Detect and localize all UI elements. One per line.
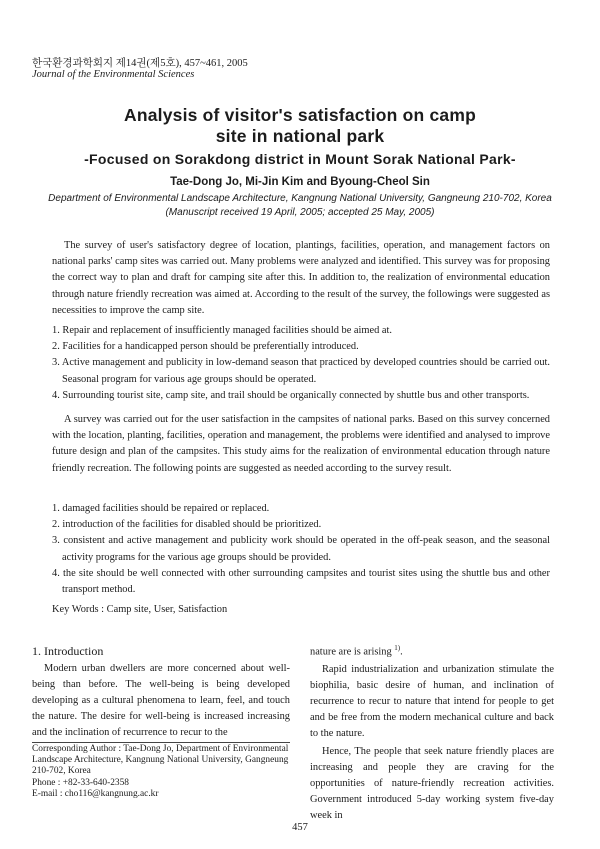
continued-text: nature are is arising [310,646,392,658]
affiliation: Department of Environmental Landscape Architecture, Kangnung National University, Gangneung 210-702, Korea [48,193,552,204]
paper-title [60,105,540,147]
footnote-email: E-mail : cho116@kangnung.ac.kr [32,788,159,799]
footnote-phone: Phone : +82-33-640-2358 [32,777,129,788]
citation-marker: 1) [394,644,401,652]
manuscript-dates: (Manuscript received 19 April, 2005; accepted 25 May, 2005) [165,207,435,218]
abstract-paragraph-2: A survey was carried out for the user satisfaction in the campsites of national parks. Based on this survey concerned with the location, planting, facilities, operation and management, the problems were identified and analysed to improve future design and plan of the campsites. This study aims for the realization of environmental education through nature friendly recreation. The following points are suggested as needed according to the survey result. [52,414,550,474]
suggestion-list-2 [52,501,550,598]
list-item: 2. Facilities for a handicapped person should be preferentially introduced. [52,341,359,353]
intro-paragraph-right-3: Hence, The people that seek nature friendly places are increasing and people they are craving for the opportunities of nature-friendly recreation activities. Government introduced 5-day working system five-day week in [310,746,554,822]
authors: Tae-Dong Jo, Mi-Jin Kim and Byoung-Cheol Sin [170,176,430,188]
footnote-divider [32,742,290,743]
sentence-end: . [400,646,403,658]
journal-korean-line: 한국환경과학회지 제14권(제5호), 457~461, 2005 [32,58,248,69]
paper-subtitle: -Focused on Sorakdong district in Mount Sorak National Park- [84,151,516,167]
list-item: 3. consistent and active management and publicity work should be operated in the off-peak season, and the seasonal activity programs for the various age groups should be provided. [52,535,550,563]
list-item: 3. Active management and publicity in low-demand season that practiced by developed countries should be carried out. Seasonal program for various age groups should be operated. [52,357,550,385]
footnote-author: Corresponding Author : Tae-Dong Jo, Department of Environmental Landscape Architecture, Kangnung National University, Gangneung 210-702, Korea [32,744,289,777]
page-number: 457 [292,822,308,833]
suggestion-list-1 [52,323,550,404]
journal-english-line: Journal of the Environmental Sciences [32,69,195,80]
title-line: Analysis of visitor's satisfaction on camp [124,105,476,125]
list-item: 1. damaged facilities should be repaired or replaced. [52,503,270,514]
title-line: site in national park [215,126,385,146]
section-heading: 1. Introduction [32,644,104,658]
keywords: Key Words : Camp site, User, Satisfaction [52,604,228,615]
left-column [32,640,290,741]
intro-paragraph-continued [310,640,554,660]
abstract-paragraph-1: The survey of user's satisfactory degree of location, plantings, facilities, operation, and management factors on national parks' camp sites was carried out. Many problems were analyzed and identified. This survey was for proposing the correct way to plan and draft for camping site after this. In addition to, the realization of environmental education through nature friendly recreation was aimed at. According to the result of the survey, the followings were suggested as necessities to improve the camp site. [52,240,550,316]
intro-paragraph-right-2: Rapid industrialization and urbanization stimulate the biophilia, basic desire of human, and inclination of recurrence to recur to nature that intend for people to get and be free from the modern mechanical culture and back to the nature. [310,664,554,740]
list-item: 2. introduction of the facilities for disabled should be prioritized. [52,519,322,531]
footnote [32,744,290,800]
list-item: 1. Repair and replacement of insufficiently managed facilities should be aimed at. [52,325,392,336]
right-column [310,640,554,824]
intro-paragraph-left: Modern urban dwellers are more concerned about well-being than before. The well-being is being developed developing as a cultural phenomena to learn, feel, and touch the nature. The desire for well-being is increased increasing and the inclination of recurrence to recur to the [32,663,290,738]
list-item: 4. the site should be well connected with other surrounding campsites and tourist sites using the shuttle bus and other transport method. [52,567,550,596]
list-item: 4. Surrounding tourist site, camp site, and trail should be organically connected by shuttle bus and other transports. [52,389,530,401]
